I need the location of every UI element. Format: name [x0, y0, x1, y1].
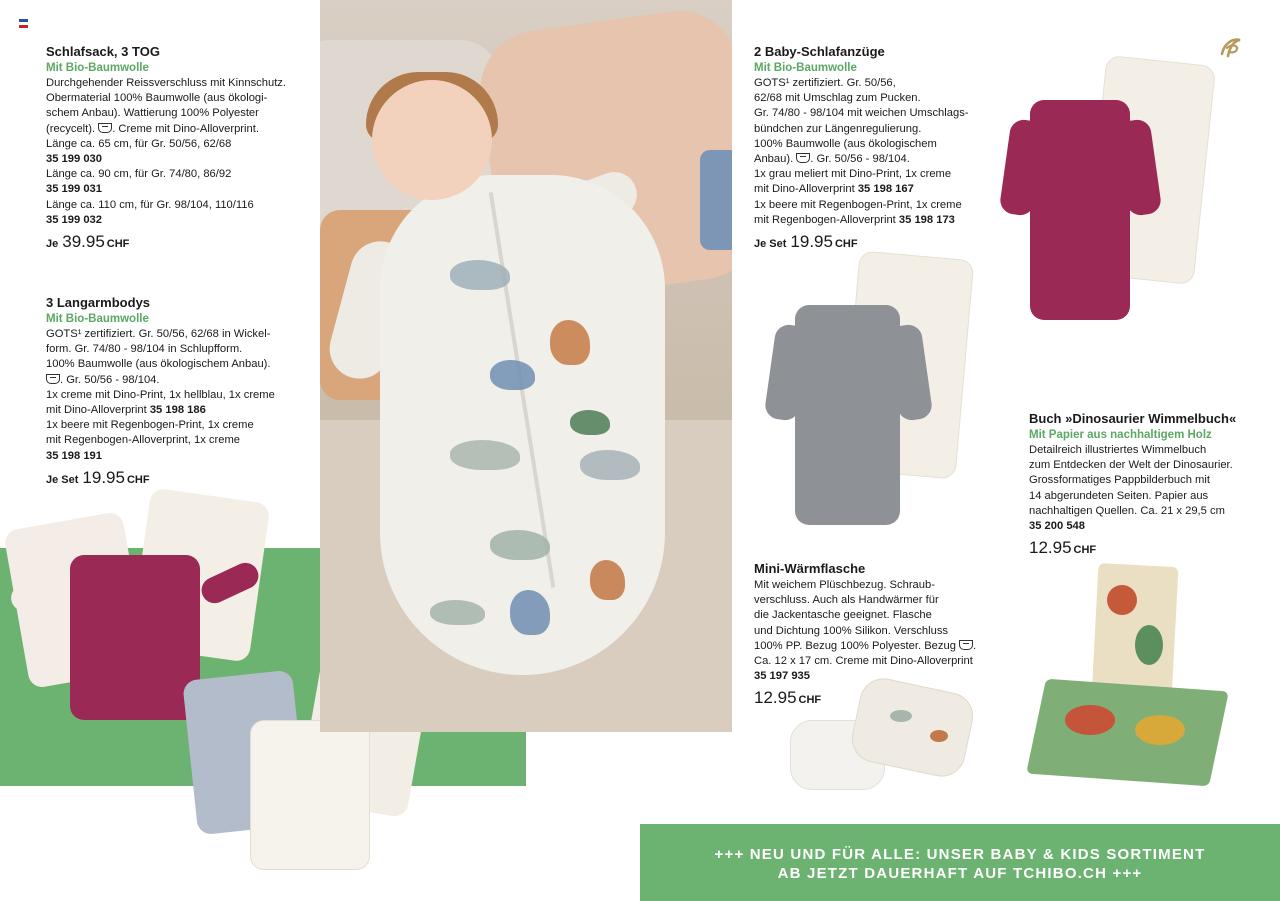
product-desc-line: Länge ca. 90 cm, für Gr. 74/80, 86/92 — [46, 168, 232, 181]
product-desc-line: mit Dino-Alloverprint 35 198 186 — [46, 404, 206, 417]
product-desc-line: Grossformatiges Pappbilderbuch mit — [1029, 474, 1210, 487]
berry-pajama-image — [1000, 60, 1230, 330]
product-desc-line: schem Anbau). Wattierung 100% Polyester — [46, 107, 259, 120]
product-desc-line: 100% Baumwolle (aus ökologischem Anbau). — [46, 358, 271, 371]
product-desc-line: Ca. 12 x 17 cm. Creme mit Dino-Alloverprint — [754, 655, 973, 668]
product-desc-line: Länge ca. 110 cm, für Gr. 98/104, 110/116 — [46, 198, 254, 211]
product-desc-line: 14 abgerundeten Seiten. Papier aus — [1029, 489, 1209, 502]
wash-care-icon — [796, 153, 810, 163]
banner-line-2: AB JETZT DAUERHAFT AUF TCHIBO.CH +++ — [777, 865, 1143, 882]
product-desc-line: GOTS¹ zertifiziert. Gr. 50/56, — [754, 77, 896, 89]
product-desc-line: 1x beere mit Regenbogen-Print, 1x creme — [754, 198, 962, 211]
product-baby-schlafanzuege — [754, 43, 994, 254]
product-desc-line: 100% Baumwolle (aus ökologischem — [754, 137, 937, 150]
product-desc-line: Durchgehender Reissverschluss mit Kinnschutz. — [46, 77, 287, 89]
product-subtitle: Mit Bio-Baumwolle — [46, 62, 149, 74]
tchibo-logo-icon — [1218, 34, 1244, 60]
product-desc-line: bündchen zur Längenregulierung. — [754, 122, 922, 135]
product-langarmbodys — [46, 294, 316, 490]
swiss-flag-icon — [19, 19, 28, 28]
product-schlafsack — [46, 43, 316, 254]
product-price: Je 39.95 CHF — [46, 232, 130, 252]
banner-line-1: +++ NEU UND FÜR ALLE: UNSER BABY & KIDS SORTIMENT — [714, 846, 1206, 863]
article-number: 35 198 186 — [149, 404, 206, 417]
article-number: 35 197 935 — [754, 670, 810, 683]
product-desc-line: mit Regenbogen-Alloverprint 35 198 173 — [754, 213, 955, 226]
product-title: 2 Baby-Schlafanzüge — [754, 44, 885, 59]
article-number: 35 198 167 — [857, 183, 914, 196]
product-price: 12.95 CHF — [754, 688, 822, 708]
product-desc-line: verschluss. Auch als Handwärmer für — [754, 594, 939, 607]
grey-pajama-image — [765, 255, 995, 535]
product-desc-line: 62/68 mit Umschlag zum Pucken. — [754, 92, 921, 105]
product-price: 12.95 CHF — [1029, 538, 1097, 558]
product-price: Je Set 19.95 CHF — [46, 467, 150, 487]
product-subtitle: Mit Bio-Baumwolle — [46, 313, 149, 325]
product-desc-line: Detailreich illustriertes Wimmelbuch — [1029, 444, 1207, 456]
article-number: 35 199 030 — [46, 153, 102, 166]
product-desc-line: (recycelt). . Creme mit Dino-Alloverprint. — [46, 122, 259, 135]
product-desc-line: 100% PP. Bezug 100% Polyester. Bezug . — [754, 639, 977, 652]
product-desc-line: 1x creme mit Dino-Print, 1x hellblau, 1x creme — [46, 388, 275, 401]
product-subtitle: Mit Bio-Baumwolle — [754, 62, 857, 74]
promo-banner — [640, 824, 1280, 901]
product-desc-line: Obermaterial 100% Baumwolle (aus ökologi- — [46, 92, 268, 105]
product-desc-line: form. Gr. 74/80 - 98/104 in Schlupfform. — [46, 343, 243, 356]
product-subtitle: Mit Papier aus nachhaltigem Holz — [1029, 429, 1212, 441]
article-number: 35 199 032 — [46, 213, 102, 226]
wash-care-icon — [959, 640, 973, 650]
baby-sleeping-bag-photo — [320, 0, 732, 732]
product-desc-line: GOTS¹ zertifiziert. Gr. 50/56, 62/68 in Wickel- — [46, 328, 271, 340]
product-title: Mini-Wärmflasche — [754, 561, 866, 576]
product-title: Buch »Dinosaurier Wimmelbuch« — [1029, 411, 1237, 426]
wash-care-icon — [98, 123, 112, 133]
product-desc-line: zum Entdecken der Welt der Dinosaurier. — [1029, 459, 1233, 472]
product-desc-line: und Dichtung 100% Silikon. Verschluss — [754, 624, 949, 637]
product-title: Schlafsack, 3 TOG — [46, 44, 160, 59]
product-desc-line: 1x grau meliert mit Dino-Print, 1x creme — [754, 168, 952, 181]
article-number: 35 199 031 — [46, 183, 102, 196]
product-desc-line: Anbau). . Gr. 50/56 - 98/104. — [754, 153, 910, 166]
product-desc-line: mit Dino-Alloverprint 35 198 167 — [754, 183, 914, 196]
hot-water-bottle-image — [790, 680, 980, 800]
product-title: 3 Langarmbodys — [46, 295, 151, 310]
product-desc-line: mit Regenbogen-Alloverprint, 1x creme — [46, 434, 241, 447]
product-desc-line: Länge ca. 65 cm, für Gr. 50/56, 62/68 — [46, 137, 232, 150]
product-price: Je Set 19.95 CHF — [754, 232, 858, 252]
product-desc-line: Gr. 74/80 - 98/104 mit weichen Umschlags- — [754, 107, 969, 120]
wash-care-icon — [46, 374, 60, 384]
product-desc-line: Mit weichem Plüschbezug. Schraub- — [754, 579, 935, 591]
product-desc-line: . Gr. 50/56 - 98/104. — [46, 373, 316, 388]
article-number: 35 200 548 — [1029, 520, 1085, 533]
product-desc-line: nachhaltigen Quellen. Ca. 21 x 29,5 cm — [1029, 504, 1225, 517]
product-desc-line: 1x beere mit Regenbogen-Print, 1x creme — [46, 419, 254, 432]
article-number: 35 198 191 — [46, 449, 102, 462]
product-dinosaurier-buch — [1029, 410, 1269, 560]
dinosaur-book-image — [1035, 565, 1225, 790]
article-number: 35 198 173 — [898, 213, 955, 226]
product-desc-line: die Jackentasche geeignet. Flasche — [754, 609, 932, 622]
